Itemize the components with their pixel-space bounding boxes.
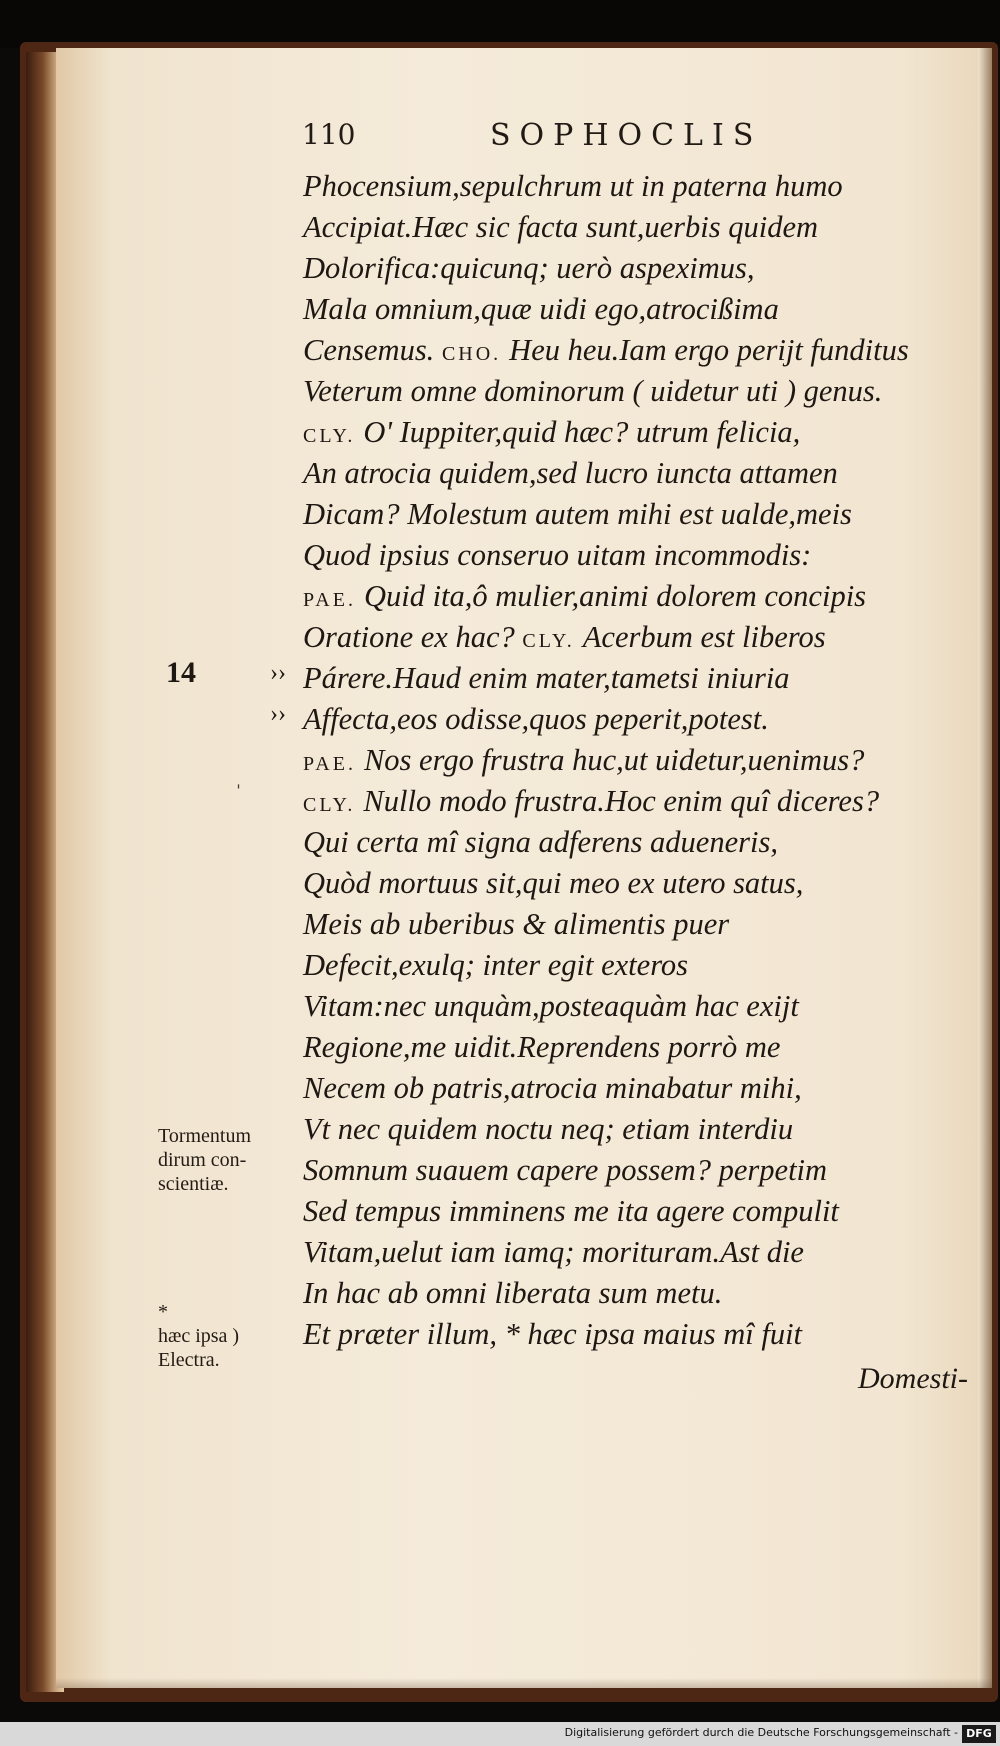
verse-text-segment: Censemus. <box>303 333 435 367</box>
verse-text-segment: Qui certa mî signa adferens adueneris, <box>303 825 778 859</box>
verse-text-segment: Quid ita,ô mulier,animi dolorem concipis <box>363 579 867 613</box>
verse-text-segment: In hac ab omni liberata sum metu. <box>303 1276 723 1310</box>
verse-text-segment: Quòd mortuus sit,qui meo ex utero satus, <box>303 866 804 900</box>
footer-bar <box>0 1722 1000 1746</box>
verse-text-segment: O' Iuppiter,quid hæc? utrum felicia, <box>363 415 801 449</box>
speaker-label: PAE. <box>303 589 356 611</box>
funding-notice: Digitalisierung gefördert durch die Deutsche Forschungsgemeinschaft - <box>564 1726 958 1739</box>
speaker-label: CLY. <box>303 794 356 816</box>
margin-note-line: Electra. <box>158 1349 220 1371</box>
speaker-label: CHO. <box>441 343 502 365</box>
verse-line <box>303 535 943 576</box>
verse-text-segment: Affecta,eos odisse,quos peperit,potest. <box>303 702 769 736</box>
verse-line <box>303 330 943 371</box>
ink-mark: ˈ <box>236 782 241 803</box>
margin-note-line: scientiæ. <box>158 1173 229 1195</box>
verse-line <box>303 207 943 248</box>
verse-line <box>303 1273 943 1314</box>
verse-line <box>303 576 943 617</box>
line-number: 14 <box>166 656 196 689</box>
verse-text-segment: Oratione ex hac? <box>303 620 515 654</box>
verse-text-segment: Necem ob patris,atrocia minabatur mihi, <box>303 1071 802 1105</box>
running-title: SOPHOCLIS <box>490 118 763 153</box>
verse-text-segment: Somnum suauem capere possem? perpetim <box>303 1153 828 1187</box>
verse-text-segment: Nos ergo frustra huc,ut uidetur,uenimus? <box>363 743 865 777</box>
verse-text-segment: Mala omnium,quæ uidi ego,atrocißima <box>303 292 779 326</box>
verse-text <box>303 166 943 1355</box>
verse-text-segment: Párere.Haud enim mater,tametsi iniuria <box>303 661 790 695</box>
margin-note <box>158 1300 239 1372</box>
margin-note-line: hæc ipsa ) <box>158 1325 240 1347</box>
verse-line <box>303 904 943 945</box>
verse-text-segment: Defecit,exulq; inter egit exteros <box>303 948 689 982</box>
verse-line <box>303 248 943 289</box>
verse-text-segment: Et præter illum, * hæc ipsa maius mî fuit <box>303 1317 803 1351</box>
verse-text-segment: Vt nec quidem noctu neq; etiam interdiu <box>303 1112 794 1146</box>
verse-line <box>303 1232 943 1273</box>
dfg-logo: DFG <box>962 1725 996 1743</box>
verse-line <box>303 1314 943 1355</box>
verse-line <box>303 986 943 1027</box>
verse-text-segment: Accipiat.Hæc sic facta sunt,uerbis quidem <box>303 210 819 244</box>
verse-line <box>303 863 943 904</box>
scan-background <box>0 0 1000 48</box>
verse-text-segment: Dicam? Molestum autem mihi est ualde,meis <box>303 497 852 531</box>
speaker-label: CLY. <box>303 425 356 447</box>
verse-text-segment: Regione,me uidit.Reprendens porrò me <box>303 1030 781 1064</box>
verse-text-segment: Dolorifica:quicunq; uerò aspeximus, <box>303 251 755 285</box>
verse-text-segment: Veterum omne dominorum ( uidetur uti ) genus. <box>303 374 883 408</box>
verse-text-segment: Vitam,uelut iam iamq; morituram.Ast die <box>303 1235 804 1269</box>
verse-line <box>303 617 943 658</box>
verse-text-segment: Acerbum est liberos <box>582 620 826 654</box>
verse-line <box>303 658 943 699</box>
verse-line <box>303 371 943 412</box>
verse-line <box>303 1109 943 1150</box>
margin-note-line: * <box>158 1301 168 1323</box>
catchword: Domesti- <box>858 1362 968 1395</box>
margin-note-line: dirum con- <box>158 1149 247 1171</box>
page-shadow <box>56 1678 992 1688</box>
verse-line <box>303 945 943 986</box>
verse-line <box>303 1150 943 1191</box>
verse-text-segment: Phocensium,sepulchrum ut in paterna humo <box>303 169 843 203</box>
speaker-label: CLY. <box>522 630 575 652</box>
verse-line <box>303 740 943 781</box>
verse-text-segment: Heu heu.Iam ergo perijt funditus <box>509 333 909 367</box>
quotation-mark: ›› <box>270 660 286 686</box>
margin-note-line: Tormentum <box>158 1125 252 1147</box>
verse-line <box>303 412 943 453</box>
verse-text-segment: An atrocia quidem,sed lucro iuncta attamen <box>303 456 838 490</box>
verse-line <box>303 1027 943 1068</box>
verse-line <box>303 453 943 494</box>
verse-line <box>303 494 943 535</box>
verse-text-segment: Quod ipsius conseruo uitam incommodis: <box>303 538 812 572</box>
verse-line <box>303 781 943 822</box>
verse-text-segment: Nullo modo frustra.Hoc enim quî diceres? <box>363 784 880 818</box>
page-edge <box>978 48 992 1688</box>
verse-text-segment: Sed tempus imminens me ita agere compulit <box>303 1194 839 1228</box>
verse-line <box>303 1191 943 1232</box>
page-number: 110 <box>302 118 356 151</box>
verse-line <box>303 699 943 740</box>
quotation-mark: ›› <box>270 701 286 727</box>
verse-text-segment: Vitam:nec unquàm,posteaquàm hac exijt <box>303 989 799 1023</box>
speaker-label: PAE. <box>303 753 356 775</box>
verse-line <box>303 822 943 863</box>
page-header <box>302 118 772 158</box>
verse-line <box>303 1068 943 1109</box>
verse-line <box>303 289 943 330</box>
margin-note <box>158 1124 251 1196</box>
verse-line <box>303 166 943 207</box>
verse-text-segment: Meis ab uberibus & alimentis puer <box>303 907 730 941</box>
